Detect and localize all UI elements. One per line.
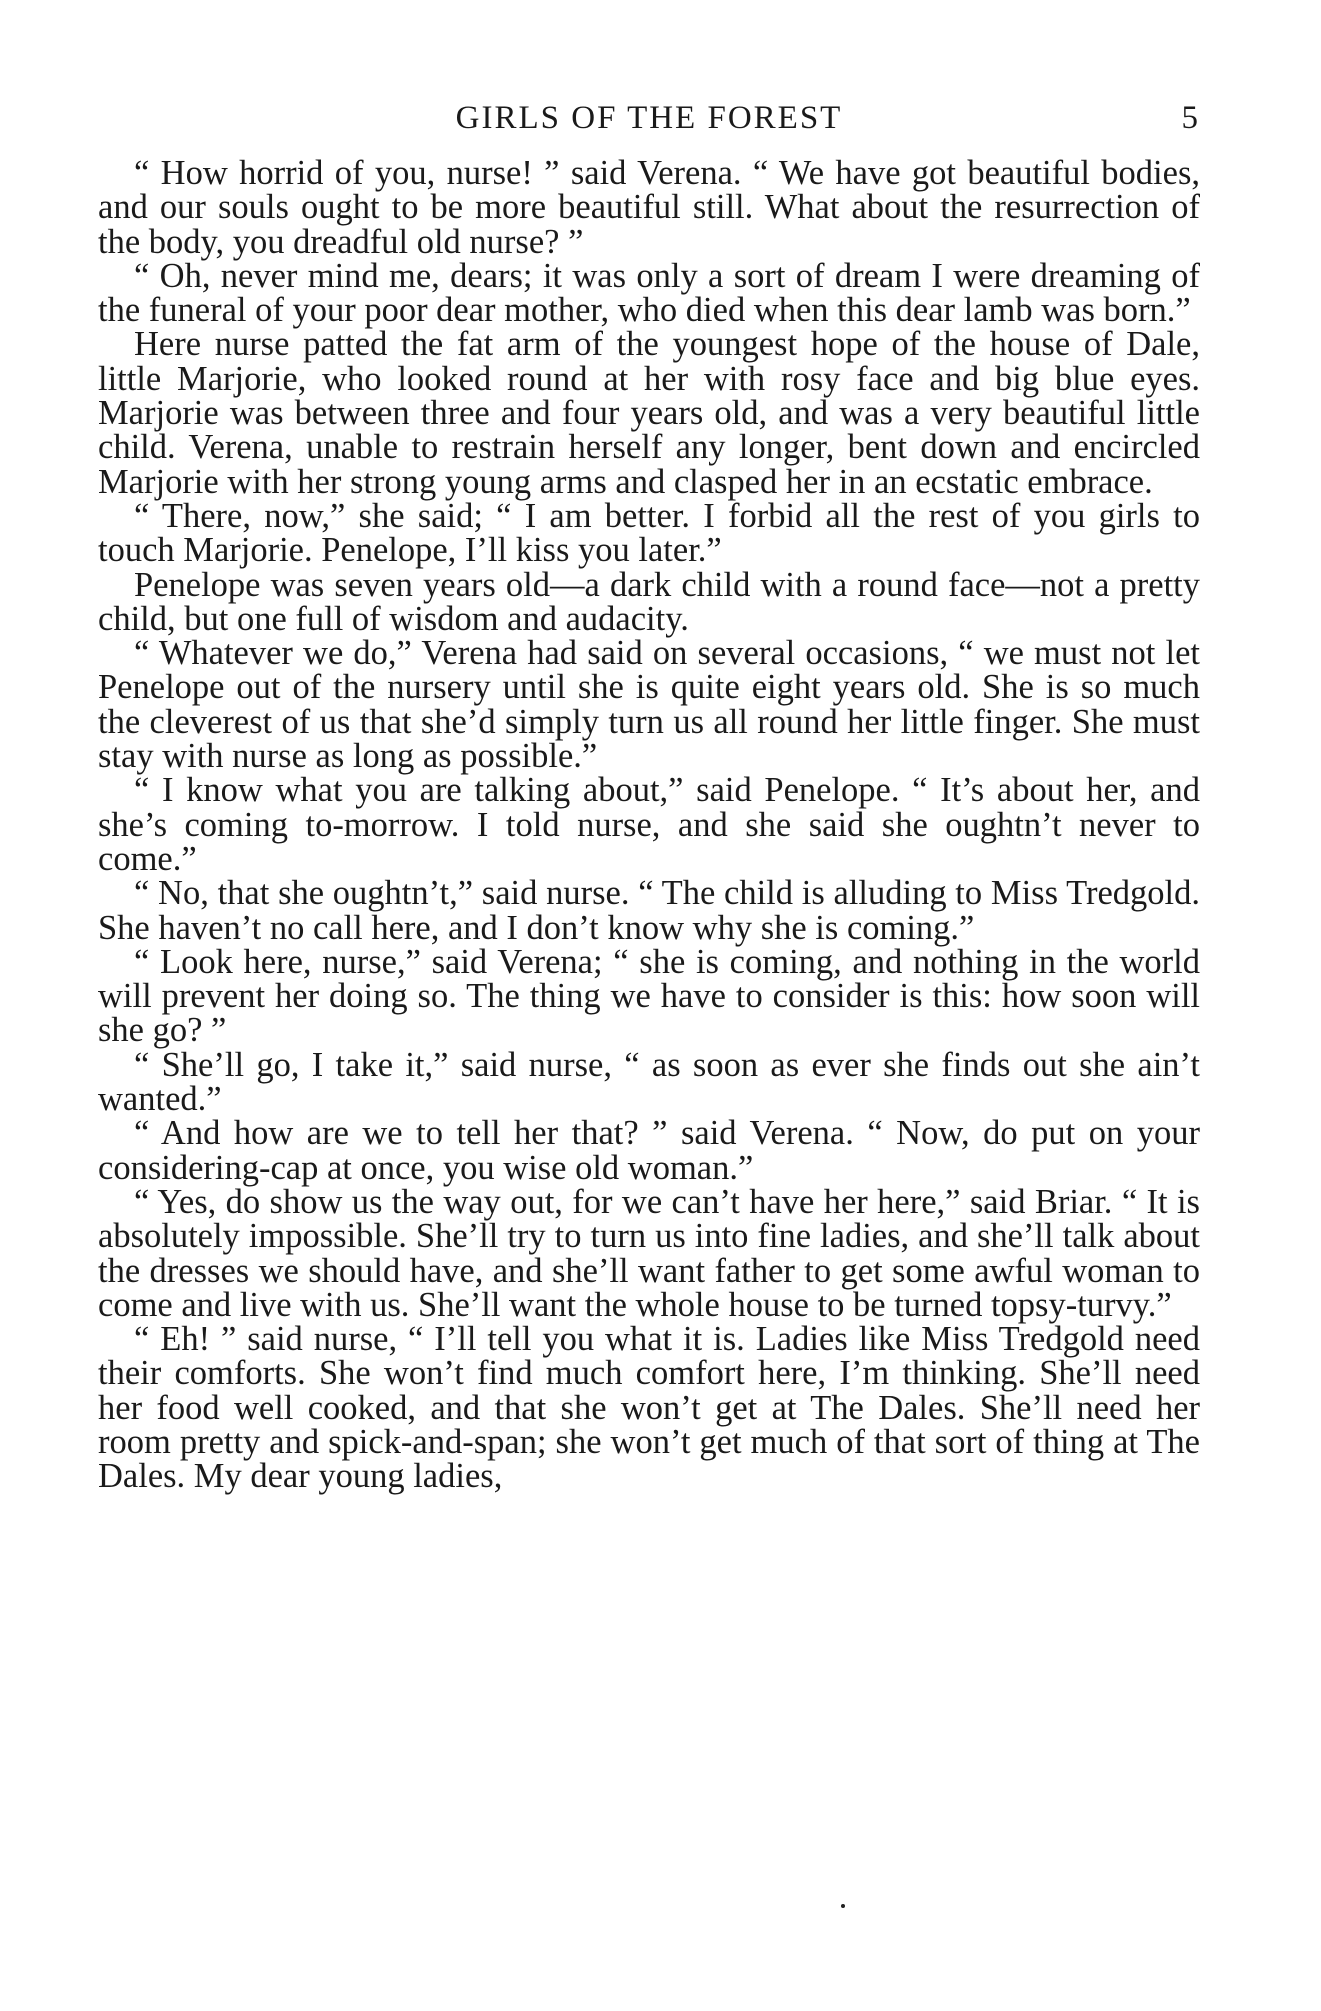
paragraph: “ I know what you are talking about,” said Penelope. “ It’s about her, and she’s coming to-morrow. I told nurse, and she said she oughtn’t never to come.” bbox=[98, 771, 1200, 878]
paragraph: Here nurse patted the fat arm of the youngest hope of the house of Dale, little Marjorie, who looked round at her with rosy face and big blue eyes. Marjorie was between three and four years old, and was a very beautiful little child. Verena, unable to restrain herself any longer, bent down and encircled Marjorie with her strong young arms and clasped her in an ecstatic embrace. bbox=[98, 325, 1200, 501]
book-page bbox=[98, 100, 1200, 1494]
running-head bbox=[98, 100, 1200, 150]
paragraph: Penelope was seven years old—a dark child with a round face—not a pretty child, but one full of wisdom and audacity. bbox=[98, 565, 1200, 638]
paragraph: “ Eh! ” said nurse, “ I’ll tell you what it is. Ladies like Miss Tredgold need their comforts. She won’t find much comfort here, I’m thinking. She’ll need her food well cooked, and that she won’t get at The Dales. She’ll need her room pretty and spick-and-span; she won’t get much of that sort of thing at The Dales. My dear young ladies, bbox=[98, 1320, 1200, 1496]
running-title: GIRLS OF THE FOREST bbox=[455, 100, 843, 136]
ink-speck bbox=[841, 1904, 845, 1908]
paragraph: “ And how are we to tell her that? ” said Verena. “ Now, do put on your considering-cap at once, you wise old woman.” bbox=[98, 1114, 1200, 1187]
paragraph: “ No, that she oughtn’t,” said nurse. “ The child is alluding to Miss Tredgold. She haven’t no call here, and I don’t know why she is coming.” bbox=[98, 874, 1200, 947]
body-text bbox=[98, 156, 1200, 1494]
paragraph: “ There, now,” she said; “ I am better. I forbid all the rest of you girls to touch Marjorie. Penelope, I’ll kiss you later.” bbox=[98, 496, 1200, 570]
paragraph: “ Oh, never mind me, dears; it was only a sort of dream I were dreaming of the funeral of your poor dear mother, who died when this dear lamb was born.” bbox=[98, 256, 1200, 330]
page-number: 5 bbox=[1181, 100, 1200, 136]
paragraph: “ Yes, do show us the way out, for we can’t have her here,” said Briar. “ It is absolutely impossible. She’ll try to turn us into fine ladies, and she’ll talk about the dresses we should have, and she’ll want father to get some awful woman to come and live with us. She’ll want the whole house to be turned topsy-turvy.” bbox=[98, 1182, 1200, 1324]
paragraph: “ Look here, nurse,” said Verena; “ she is coming, and nothing in the world will prevent her doing so. The thing we have to consider is this: how soon will she go? ” bbox=[98, 942, 1200, 1050]
paragraph: “ How horrid of you, nurse! ” said Verena. “ We have got beautiful bodies, and our souls ought to be more beautiful still. What about the resurrection of the body, you dreadful old nurse? ” bbox=[98, 154, 1200, 261]
paragraph: “ Whatever we do,” Verena had said on several occasions, “ we must not let Penelope out of the nursery until she is quite eight years old. She is so much the cleverest of us that she’d simply turn us all round her little finger. She must stay with nurse as long as possible.” bbox=[98, 634, 1200, 776]
paragraph: “ She’ll go, I take it,” said nurse, “ as soon as ever she finds out she ain’t wanted.” bbox=[98, 1045, 1200, 1119]
